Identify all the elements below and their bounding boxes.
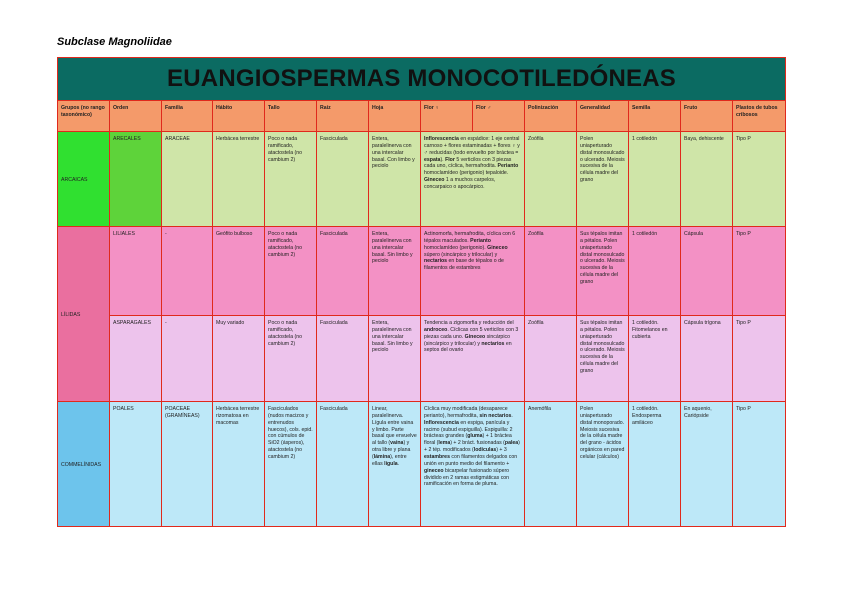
text-segment: en base de tépalos o de filamentos de estambres — [424, 258, 504, 272]
text-segment: bicarpelar fusionado súpero dividido en 2 ramas estigmáticas con ramificación en forma de pluma. — [424, 467, 510, 488]
cell-polinizacion: Zoófila — [525, 227, 577, 316]
text-segment: en espiga, panícula y racimo (subud espiguilla). Espiguilla: 2 brácteas grandes ( — [424, 419, 513, 440]
cell-fruto: En aquenio, Cariópside — [681, 402, 733, 527]
header-tallo: Tallo — [265, 101, 317, 132]
bold-term: Gineceo — [487, 244, 508, 251]
header-orden: Orden — [110, 101, 162, 132]
cell-hoja: Entera, paralelinerva con una intercalar basal. Sin limbo y peciolo — [369, 227, 421, 316]
text-segment: homoclamídeo (perigonio). — [424, 244, 488, 251]
cell-semilla: 1 cotiledón — [629, 227, 681, 316]
cell-habito: Herbácea terrestre — [213, 132, 265, 227]
text-segment: 5 verticilos con 3 piezas cada uno, cíclica, hermafrodita. — [424, 156, 512, 170]
text-segment: Actinomorfa, hermafrodita, cíclica con 6 tépalos maculados. — [424, 231, 516, 244]
bold-term: palea — [504, 440, 519, 447]
text-segment: en septos del ovario — [424, 340, 512, 354]
text-segment: ). — [440, 156, 446, 163]
text-segment: homoclamídeo (perigonio) tepaloide. — [424, 170, 509, 177]
header-flor-masc: Flor ♂ — [473, 101, 525, 132]
header-grupos: Grupos (no rango taxonómico) — [58, 101, 110, 132]
text-segment: ) y otra libre y plana ( — [372, 440, 411, 461]
cell-semilla: 1 cotiledón. Endosperma amiláceo — [629, 402, 681, 527]
cell-plastos: Tipo P — [733, 316, 786, 402]
table-row-asparagales — [58, 316, 786, 402]
text-segment: ) + 2 bráct. fusionadas ( — [450, 440, 505, 447]
bold-term: lámina — [373, 454, 391, 461]
cell-tallo: Poco o nada ramificado, atactostela (no cambium 2) — [265, 132, 317, 227]
cell-generalidad: Sus tépalos imitan a pétalos. Polen uniaperturado distal monosulcado o ulcerado. Meiosis sucesiva de la célula madre del grano — [577, 227, 629, 316]
cell-fruto: Cápsula trígona — [681, 316, 733, 402]
cell-familia: - — [162, 316, 213, 402]
cell-hoja — [369, 402, 421, 527]
table-row-liliales — [58, 227, 786, 316]
cell-flor — [421, 316, 525, 402]
title-row — [58, 58, 786, 101]
cell-flor — [421, 227, 525, 316]
bold-term: gluma — [467, 433, 483, 440]
bold-term: estambres — [424, 454, 450, 461]
cell-orden: ASPARAGALES — [110, 316, 162, 402]
header-habito: Hábito — [213, 101, 265, 132]
bold-term: nectarios — [481, 340, 505, 347]
cell-polinizacion: Anemófila — [525, 402, 577, 527]
text-segment: súpero (sincárpico y trilocular) y — [424, 251, 498, 258]
text-segment: Linear, paralelinerva. Lígula entre vaina y limbo. Parte basal que envuelve al tallo ( — [372, 406, 417, 447]
bold-term: Inflorescencia — [424, 136, 459, 142]
bold-term: nectarios — [424, 258, 448, 265]
cell-orden: POALES — [110, 402, 162, 527]
cell-raiz: Fasciculada — [317, 132, 369, 227]
text-segment: ) + 1 bráctea floral ( — [424, 433, 512, 447]
header-flor-fem: Flor ♀ — [421, 101, 473, 132]
text-segment: . — [511, 412, 513, 419]
cell-tallo: Poco o nada ramificado, atactostela (no cambium 2) — [265, 316, 317, 402]
header-hoja: Hoja — [369, 101, 421, 132]
bold-term: sin nectarios — [479, 412, 512, 419]
group-arcaicas: ARCAICAS — [58, 132, 110, 227]
cell-generalidad: Sus tépalos imitan a pétalos. Polen uniaperturado distal monosulcado o ulcerado. Meiosis sucesiva de la célula madre del grano — [577, 316, 629, 402]
header-raiz: Raíz — [317, 101, 369, 132]
cell-orden: ARECALES — [110, 132, 162, 227]
page-subtitle: Subclase Magnoliidae — [57, 36, 172, 48]
cell-polinizacion: Zoófila — [525, 316, 577, 402]
bold-term: vaina — [390, 440, 404, 447]
cell-tallo: Poco o nada ramificado, atactostela (no cambium 2) — [265, 227, 317, 316]
text-segment: Cíclica muy modificada (desaparece perianto), hermafrodita, — [424, 406, 508, 419]
table-row-arecales — [58, 132, 786, 227]
cell-generalidad: Polen uniaperturado distal monoporado. Meiosis sucesiva de la célula madre del grano - ácidos orgánicos en pared celular (cálculos) — [577, 402, 629, 527]
cell-plastos: Tipo P — [733, 402, 786, 527]
text-segment: Tendencia a zigomorfia y reducción del — [424, 320, 514, 326]
cell-generalidad: Polen uniaperturado distal monosulcado o ulcerado. Meiosis sucesiva de la célula madre del grano — [577, 132, 629, 227]
text-segment: con filamentos delgados con unión en punto medio del filamento + — [424, 454, 518, 467]
bold-term: espata — [424, 156, 441, 163]
text-segment: en espádice: 1 eje central carnoso + flores estaminadas + flores ♀ y ♂ reducidas (todo envuelto por bráctea = — [424, 136, 520, 156]
cell-familia: ARACEAE — [162, 132, 213, 227]
cell-semilla: 1 cotiledón. Fitomelanos en cubierta — [629, 316, 681, 402]
cell-hoja: Entera, paralelinerva con una intercalar basal. Sin limbo y peciolo — [369, 316, 421, 402]
bold-term: Gineceo — [464, 333, 486, 340]
bold-term: Perianto — [497, 163, 519, 170]
header-plastos: Plastos de tubos cribosos — [733, 101, 786, 132]
cell-habito: Herbácea terrestre rizomatosa en macomas — [213, 402, 265, 527]
cell-habito: Muy variado — [213, 316, 265, 402]
bold-term: androceo — [424, 326, 448, 333]
cell-polinizacion: Zoófila — [525, 132, 577, 227]
bold-term: gineceo — [424, 467, 444, 474]
header-semilla: Semilla — [629, 101, 681, 132]
cell-fruto: Cápsula — [681, 227, 733, 316]
header-generalidad: Generalidad — [577, 101, 629, 132]
cell-raiz: Fasciculada — [317, 227, 369, 316]
text-segment: sincárpico (sincárpico y trilocular) y — [424, 333, 510, 347]
bold-term: lodículas — [473, 447, 497, 454]
cell-fruto: Baya, dehiscente — [681, 132, 733, 227]
bold-term: lema — [438, 440, 451, 447]
monocot-table — [57, 57, 786, 527]
text-segment: 1 a muchos carpelos, concarpaico o apocárpico. — [424, 177, 496, 191]
group-lilidas: LÍLIDAS — [58, 227, 110, 402]
bold-term: Inflorescencia — [424, 419, 459, 426]
text-segment: ) + 2 tép. modificados ( — [424, 440, 520, 454]
cell-tallo: Fasciculados (nudos macizos y entrenudos huecos), cols. epid. con cúmulos de SiO2 (ásperos), atactostela (no cambium 2) — [265, 402, 317, 527]
cell-habito: Geófito bulboso — [213, 227, 265, 316]
bold-term: Perianto — [470, 237, 491, 244]
cell-semilla: 1 cotiledón — [629, 132, 681, 227]
text-segment: ) + 3 — [496, 447, 507, 454]
cell-plastos: Tipo P — [733, 227, 786, 316]
cell-orden: LILIALES — [110, 227, 162, 316]
bold-term: lígula — [384, 460, 398, 467]
header-row — [58, 101, 786, 132]
cell-flor — [421, 402, 525, 527]
header-polinizacion: Polinización — [525, 101, 577, 132]
cell-raiz: Fasciculada — [317, 316, 369, 402]
text-segment: ), entre ellas — [372, 454, 407, 467]
table-title: EUANGIOSPERMAS MONOCOTILEDÓNEAS — [58, 58, 786, 101]
cell-flor — [421, 132, 525, 227]
bold-term: Flor — [445, 156, 455, 163]
cell-familia: POACEAE (GRAMÍNEAS) — [162, 402, 213, 527]
text-segment: . Cíclicas con 5 verticilos con 3 piezas cada uno. — [424, 326, 519, 340]
group-commelinidas: COMMELÍNIDAS — [58, 402, 110, 527]
header-fruto: Fruto — [681, 101, 733, 132]
header-familia: Familia — [162, 101, 213, 132]
table-row-poales — [58, 402, 786, 527]
text-segment: . — [397, 460, 400, 467]
cell-familia: - — [162, 227, 213, 316]
cell-plastos: Tipo P — [733, 132, 786, 227]
cell-hoja: Entera, paralelinerva con una intercalar basal. Con limbo y peciolo — [369, 132, 421, 227]
cell-raiz: Fasciculada — [317, 402, 369, 527]
bold-term: Gineceo — [424, 177, 445, 184]
